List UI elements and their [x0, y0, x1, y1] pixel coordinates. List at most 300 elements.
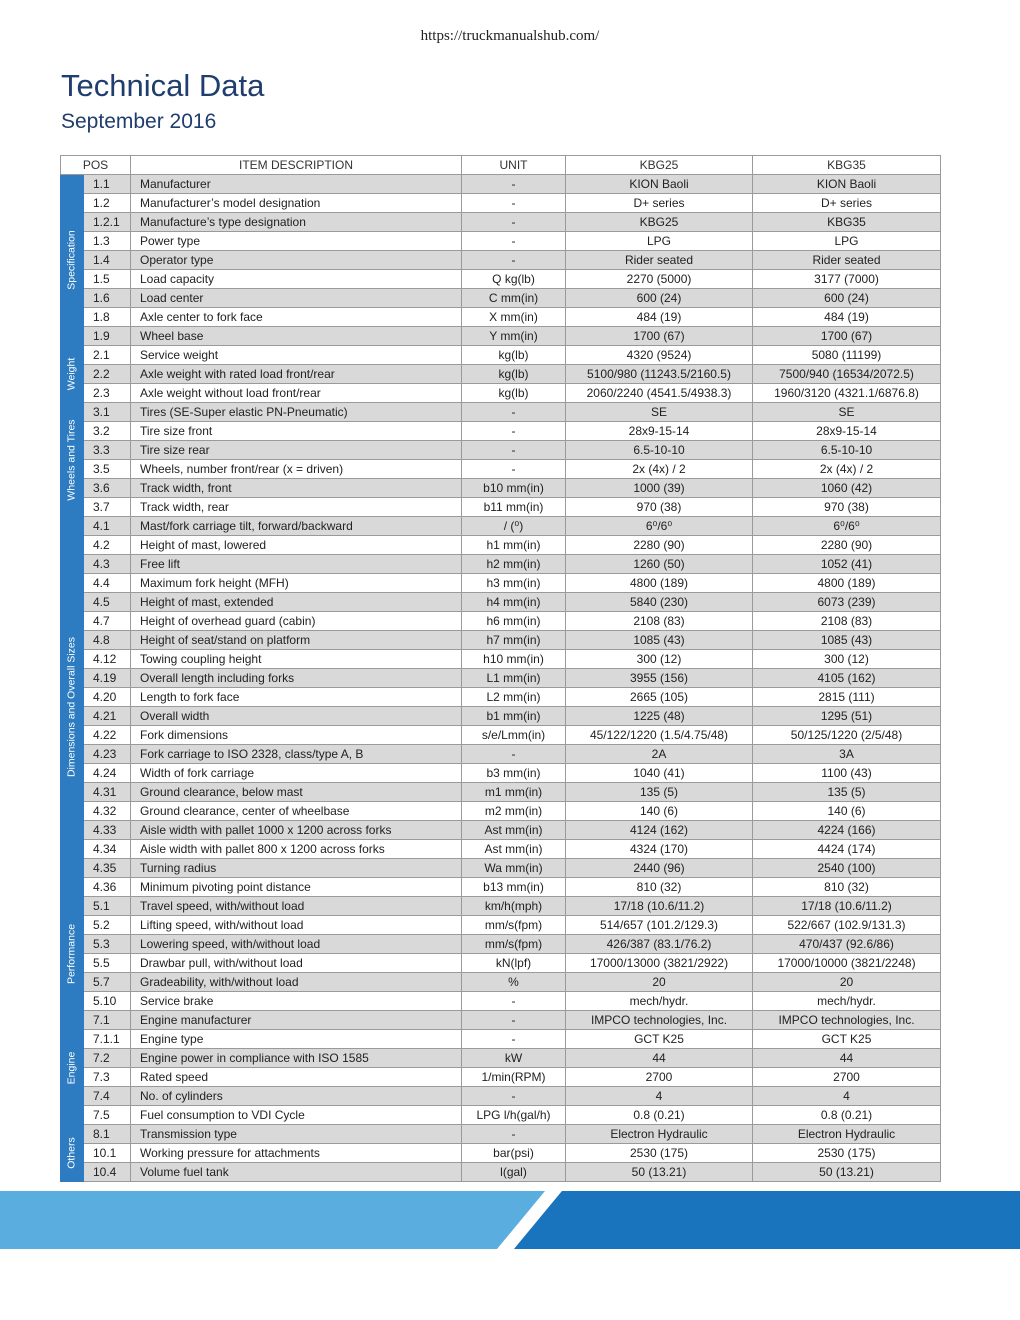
description-cell: Fork dimensions — [131, 726, 462, 745]
description-cell: Service brake — [131, 992, 462, 1011]
description-cell: Load center — [131, 289, 462, 308]
kbg25-value-cell: 140 (6) — [566, 802, 753, 821]
pos-cell: 3.1 — [84, 403, 131, 422]
pos-cell: 7.1 — [84, 1011, 131, 1030]
section-label: Wheels and Tires — [65, 418, 78, 501]
kbg35-value-cell: KION Baoli — [753, 175, 941, 194]
table-row — [61, 688, 941, 707]
kbg25-value-cell: 2440 (96) — [566, 859, 753, 878]
table-row — [61, 441, 941, 460]
table-row — [61, 517, 941, 536]
pos-cell: 4.5 — [84, 593, 131, 612]
table-row — [61, 802, 941, 821]
description-cell: Load capacity — [131, 270, 462, 289]
column-header-unit: UNIT — [462, 156, 566, 175]
kbg35-value-cell: 4105 (162) — [753, 669, 941, 688]
unit-cell: b3 mm(in) — [462, 764, 566, 783]
kbg35-value-cell: 6073 (239) — [753, 593, 941, 612]
kbg25-value-cell: 6.5-10-10 — [566, 441, 753, 460]
pos-cell: 4.22 — [84, 726, 131, 745]
description-cell: Lowering speed, with/without load — [131, 935, 462, 954]
kbg25-value-cell: 5100/980 (11243.5/2160.5) — [566, 365, 753, 384]
pos-cell: 4.36 — [84, 878, 131, 897]
pos-cell: 4.21 — [84, 707, 131, 726]
kbg35-value-cell: 1085 (43) — [753, 631, 941, 650]
description-cell: Travel speed, with/without load — [131, 897, 462, 916]
unit-cell: - — [462, 1011, 566, 1030]
pos-cell: 10.4 — [84, 1163, 131, 1182]
kbg35-value-cell: Rider seated — [753, 251, 941, 270]
table-row — [61, 1030, 941, 1049]
description-cell: Axle center to fork face — [131, 308, 462, 327]
unit-cell: - — [462, 175, 566, 194]
table-header-row — [61, 156, 941, 175]
description-cell: Axle weight with rated load front/rear — [131, 365, 462, 384]
kbg35-value-cell: 0.8 (0.21) — [753, 1106, 941, 1125]
kbg25-value-cell: 135 (5) — [566, 783, 753, 802]
kbg25-value-cell: 2x (4x) / 2 — [566, 460, 753, 479]
table-row — [61, 992, 941, 1011]
unit-cell: kN(lpf) — [462, 954, 566, 973]
pos-cell: 4.12 — [84, 650, 131, 669]
kbg25-value-cell: 17/18 (10.6/11.2) — [566, 897, 753, 916]
kbg35-value-cell: 1060 (42) — [753, 479, 941, 498]
table-row — [61, 954, 941, 973]
kbg25-value-cell: 5840 (230) — [566, 593, 753, 612]
table-row — [61, 384, 941, 403]
kbg25-value-cell: LPG — [566, 232, 753, 251]
kbg25-value-cell: 426/387 (83.1/76.2) — [566, 935, 753, 954]
kbg35-value-cell: 810 (32) — [753, 878, 941, 897]
kbg35-value-cell: 300 (12) — [753, 650, 941, 669]
kbg35-value-cell: 6⁰/6⁰ — [753, 517, 941, 536]
description-cell: Manufacture’s type designation — [131, 213, 462, 232]
description-cell: Volume fuel tank — [131, 1163, 462, 1182]
unit-cell: h6 mm(in) — [462, 612, 566, 631]
kbg35-value-cell: 50 (13.21) — [753, 1163, 941, 1182]
table-row — [61, 764, 941, 783]
table-row — [61, 859, 941, 878]
kbg35-value-cell: 1295 (51) — [753, 707, 941, 726]
kbg35-value-cell: 1700 (67) — [753, 327, 941, 346]
unit-cell: Q kg(lb) — [462, 270, 566, 289]
description-cell: Fork carriage to ISO 2328, class/type A, B — [131, 745, 462, 764]
table-row — [61, 251, 941, 270]
unit-cell: h3 mm(in) — [462, 574, 566, 593]
table-row — [61, 1087, 941, 1106]
section-label-cell — [61, 897, 84, 1011]
kbg35-value-cell: 4800 (189) — [753, 574, 941, 593]
kbg25-value-cell: 300 (12) — [566, 650, 753, 669]
kbg25-value-cell: 20 — [566, 973, 753, 992]
table-row — [61, 1144, 941, 1163]
kbg25-value-cell: Electron Hydraulic — [566, 1125, 753, 1144]
banner-dark-band — [514, 1191, 1020, 1249]
pos-cell: 4.31 — [84, 783, 131, 802]
unit-cell: - — [462, 403, 566, 422]
unit-cell: h4 mm(in) — [462, 593, 566, 612]
kbg25-value-cell: IMPCO technologies, Inc. — [566, 1011, 753, 1030]
description-cell: Engine power in compliance with ISO 1585 — [131, 1049, 462, 1068]
unit-cell: Y mm(in) — [462, 327, 566, 346]
description-cell: Ground clearance, below mast — [131, 783, 462, 802]
description-cell: Operator type — [131, 251, 462, 270]
table-row — [61, 1163, 941, 1182]
pos-cell: 4.23 — [84, 745, 131, 764]
pos-cell: 4.34 — [84, 840, 131, 859]
unit-cell: - — [462, 441, 566, 460]
section-label-cell — [61, 1011, 84, 1125]
pos-cell: 10.1 — [84, 1144, 131, 1163]
description-cell: Turning radius — [131, 859, 462, 878]
table-row — [61, 1011, 941, 1030]
pos-cell: 3.2 — [84, 422, 131, 441]
unit-cell: b13 mm(in) — [462, 878, 566, 897]
pos-cell: 3.6 — [84, 479, 131, 498]
pos-cell: 5.2 — [84, 916, 131, 935]
unit-cell: LPG l/h(gal/h) — [462, 1106, 566, 1125]
table-row — [61, 327, 941, 346]
pos-cell: 4.4 — [84, 574, 131, 593]
kbg25-value-cell: 1700 (67) — [566, 327, 753, 346]
kbg25-value-cell: 2700 — [566, 1068, 753, 1087]
page-title: Technical Data — [61, 68, 265, 103]
description-cell: Aisle width with pallet 1000 x 1200 across forks — [131, 821, 462, 840]
description-cell: Engine type — [131, 1030, 462, 1049]
kbg25-value-cell: D+ series — [566, 194, 753, 213]
description-cell: Minimum pivoting point distance — [131, 878, 462, 897]
table-row — [61, 840, 941, 859]
kbg35-value-cell: 484 (19) — [753, 308, 941, 327]
unit-cell: m2 mm(in) — [462, 802, 566, 821]
description-cell: Gradeability, with/without load — [131, 973, 462, 992]
description-cell: Maximum fork height (MFH) — [131, 574, 462, 593]
kbg35-value-cell: 4424 (174) — [753, 840, 941, 859]
pos-cell: 4.20 — [84, 688, 131, 707]
section-label: Weight — [65, 357, 78, 391]
kbg25-value-cell: 2270 (5000) — [566, 270, 753, 289]
table-row — [61, 745, 941, 764]
unit-cell: Ast mm(in) — [462, 821, 566, 840]
pos-cell: 7.5 — [84, 1106, 131, 1125]
column-header-kbg35: KBG35 — [753, 156, 941, 175]
description-cell: Tire size rear — [131, 441, 462, 460]
unit-cell: L1 mm(in) — [462, 669, 566, 688]
kbg35-value-cell: KBG35 — [753, 213, 941, 232]
kbg25-value-cell: 2530 (175) — [566, 1144, 753, 1163]
description-cell: Tires (SE-Super elastic PN-Pneumatic) — [131, 403, 462, 422]
unit-cell: kg(lb) — [462, 365, 566, 384]
unit-cell: km/h(mph) — [462, 897, 566, 916]
kbg35-value-cell: mech/hydr. — [753, 992, 941, 1011]
table-row — [61, 1106, 941, 1125]
description-cell: Rated speed — [131, 1068, 462, 1087]
section-label-cell — [61, 175, 84, 346]
table-row — [61, 669, 941, 688]
kbg35-value-cell: 470/437 (92.6/86) — [753, 935, 941, 954]
pos-cell: 4.7 — [84, 612, 131, 631]
kbg25-value-cell: 1040 (41) — [566, 764, 753, 783]
section-label-cell — [61, 1125, 84, 1182]
table-row — [61, 194, 941, 213]
description-cell: No. of cylinders — [131, 1087, 462, 1106]
kbg35-value-cell: 522/667 (102.9/131.3) — [753, 916, 941, 935]
pos-cell: 4.24 — [84, 764, 131, 783]
kbg25-value-cell: 4 — [566, 1087, 753, 1106]
kbg25-value-cell: 0.8 (0.21) — [566, 1106, 753, 1125]
description-cell: Height of mast, lowered — [131, 536, 462, 555]
kbg25-value-cell: 1000 (39) — [566, 479, 753, 498]
column-header-description: ITEM DESCRIPTION — [131, 156, 462, 175]
table-row — [61, 498, 941, 517]
unit-cell: - — [462, 232, 566, 251]
unit-cell: mm/s(fpm) — [462, 916, 566, 935]
description-cell: Free lift — [131, 555, 462, 574]
unit-cell: kg(lb) — [462, 346, 566, 365]
description-cell: Working pressure for attachments — [131, 1144, 462, 1163]
table-row — [61, 783, 941, 802]
description-cell: Height of overhead guard (cabin) — [131, 612, 462, 631]
table-row — [61, 897, 941, 916]
unit-cell: mm/s(fpm) — [462, 935, 566, 954]
kbg25-value-cell: 514/657 (101.2/129.3) — [566, 916, 753, 935]
kbg25-value-cell: 600 (24) — [566, 289, 753, 308]
description-cell: Manufacturer — [131, 175, 462, 194]
pos-cell: 3.7 — [84, 498, 131, 517]
kbg35-value-cell: 4224 (166) — [753, 821, 941, 840]
pos-cell: 4.2 — [84, 536, 131, 555]
section-label: Dimensions and Overall Sizes — [65, 636, 78, 777]
table-body — [61, 175, 941, 1182]
kbg25-value-cell: 3955 (156) — [566, 669, 753, 688]
kbg35-value-cell: D+ series — [753, 194, 941, 213]
pos-cell: 3.5 — [84, 460, 131, 479]
kbg35-value-cell: Electron Hydraulic — [753, 1125, 941, 1144]
unit-cell: - — [462, 422, 566, 441]
unit-cell: - — [462, 1087, 566, 1106]
description-cell: Track width, rear — [131, 498, 462, 517]
pos-cell: 1.5 — [84, 270, 131, 289]
kbg35-value-cell: 600 (24) — [753, 289, 941, 308]
kbg35-value-cell: 1100 (43) — [753, 764, 941, 783]
kbg35-value-cell: 140 (6) — [753, 802, 941, 821]
table-row — [61, 612, 941, 631]
description-cell: Overall width — [131, 707, 462, 726]
description-cell: Engine manufacturer — [131, 1011, 462, 1030]
kbg25-value-cell: 44 — [566, 1049, 753, 1068]
kbg25-value-cell: 28x9-15-14 — [566, 422, 753, 441]
description-cell: Ground clearance, center of wheelbase — [131, 802, 462, 821]
table-row — [61, 365, 941, 384]
table-row — [61, 1125, 941, 1144]
kbg25-value-cell: KION Baoli — [566, 175, 753, 194]
kbg25-value-cell: 2108 (83) — [566, 612, 753, 631]
pos-cell: 4.33 — [84, 821, 131, 840]
kbg35-value-cell: 970 (38) — [753, 498, 941, 517]
kbg25-value-cell: 1260 (50) — [566, 555, 753, 574]
table-row — [61, 1068, 941, 1087]
pos-cell: 3.3 — [84, 441, 131, 460]
unit-cell: - — [462, 1125, 566, 1144]
table-row — [61, 707, 941, 726]
table-row — [61, 308, 941, 327]
column-header-kbg25: KBG25 — [566, 156, 753, 175]
kbg35-value-cell: 4 — [753, 1087, 941, 1106]
kbg35-value-cell: 5080 (11199) — [753, 346, 941, 365]
description-cell: Fuel consumption to VDI Cycle — [131, 1106, 462, 1125]
table-row — [61, 973, 941, 992]
unit-cell: 1/min(RPM) — [462, 1068, 566, 1087]
description-cell: Power type — [131, 232, 462, 251]
unit-cell: / (⁰) — [462, 517, 566, 536]
unit-cell: h2 mm(in) — [462, 555, 566, 574]
description-cell: Wheel base — [131, 327, 462, 346]
kbg35-value-cell: 17/18 (10.6/11.2) — [753, 897, 941, 916]
description-cell: Height of mast, extended — [131, 593, 462, 612]
kbg35-value-cell: 2540 (100) — [753, 859, 941, 878]
description-cell: Tire size front — [131, 422, 462, 441]
description-cell: Overall length including forks — [131, 669, 462, 688]
pos-cell: 5.3 — [84, 935, 131, 954]
pos-cell: 5.7 — [84, 973, 131, 992]
kbg35-value-cell: 2700 — [753, 1068, 941, 1087]
kbg35-value-cell: 2815 (111) — [753, 688, 941, 707]
kbg25-value-cell: GCT K25 — [566, 1030, 753, 1049]
page-subtitle: September 2016 — [61, 110, 217, 133]
kbg35-value-cell: 50/125/1220 (2/5/48) — [753, 726, 941, 745]
description-cell: Lifting speed, with/without load — [131, 916, 462, 935]
pos-cell: 7.4 — [84, 1087, 131, 1106]
pos-cell: 7.3 — [84, 1068, 131, 1087]
unit-cell: - — [462, 213, 566, 232]
pos-cell: 4.35 — [84, 859, 131, 878]
table-row — [61, 821, 941, 840]
section-label-cell — [61, 517, 84, 897]
kbg35-value-cell: 6.5-10-10 — [753, 441, 941, 460]
kbg25-value-cell: 45/122/1220 (1.5/4.75/48) — [566, 726, 753, 745]
unit-cell: L2 mm(in) — [462, 688, 566, 707]
description-cell: Axle weight without load front/rear — [131, 384, 462, 403]
unit-cell: b11 mm(in) — [462, 498, 566, 517]
kbg35-value-cell: SE — [753, 403, 941, 422]
kbg35-value-cell: 44 — [753, 1049, 941, 1068]
pos-cell: 8.1 — [84, 1125, 131, 1144]
kbg25-value-cell: 2280 (90) — [566, 536, 753, 555]
kbg25-value-cell: 17000/13000 (3821/2922) — [566, 954, 753, 973]
unit-cell: h10 mm(in) — [462, 650, 566, 669]
kbg25-value-cell: 50 (13.21) — [566, 1163, 753, 1182]
kbg35-value-cell: 2530 (175) — [753, 1144, 941, 1163]
description-cell: Mast/fork carriage tilt, forward/backward — [131, 517, 462, 536]
unit-cell: C mm(in) — [462, 289, 566, 308]
kbg35-value-cell: 2x (4x) / 2 — [753, 460, 941, 479]
unit-cell: kW — [462, 1049, 566, 1068]
kbg35-value-cell: 1052 (41) — [753, 555, 941, 574]
kbg25-value-cell: 2665 (105) — [566, 688, 753, 707]
unit-cell: bar(psi) — [462, 1144, 566, 1163]
table-row — [61, 422, 941, 441]
pos-cell: 2.3 — [84, 384, 131, 403]
unit-cell: - — [462, 194, 566, 213]
table-row — [61, 555, 941, 574]
unit-cell: b1 mm(in) — [462, 707, 566, 726]
table-row — [61, 593, 941, 612]
kbg25-value-cell: 6⁰/6⁰ — [566, 517, 753, 536]
kbg35-value-cell: GCT K25 — [753, 1030, 941, 1049]
unit-cell: b10 mm(in) — [462, 479, 566, 498]
unit-cell: m1 mm(in) — [462, 783, 566, 802]
kbg25-value-cell: 4324 (170) — [566, 840, 753, 859]
kbg25-value-cell: 4124 (162) — [566, 821, 753, 840]
section-label: Specification — [65, 230, 78, 290]
description-cell: Aisle width with pallet 800 x 1200 across forks — [131, 840, 462, 859]
unit-cell: s/e/Lmm(in) — [462, 726, 566, 745]
kbg35-value-cell: 3A — [753, 745, 941, 764]
section-label: Engine — [65, 1051, 78, 1084]
table-row — [61, 213, 941, 232]
pos-cell: 1.4 — [84, 251, 131, 270]
kbg35-value-cell: 135 (5) — [753, 783, 941, 802]
unit-cell: X mm(in) — [462, 308, 566, 327]
section-label: Others — [65, 1137, 78, 1169]
table-row — [61, 916, 941, 935]
pos-cell: 7.1.1 — [84, 1030, 131, 1049]
pos-cell: 5.5 — [84, 954, 131, 973]
kbg25-value-cell: 484 (19) — [566, 308, 753, 327]
table-row — [61, 878, 941, 897]
description-cell: Track width, front — [131, 479, 462, 498]
unit-cell: h1 mm(in) — [462, 536, 566, 555]
section-label-cell — [61, 403, 84, 517]
unit-cell: Ast mm(in) — [462, 840, 566, 859]
pos-cell: 2.2 — [84, 365, 131, 384]
kbg35-value-cell: 7500/940 (16534/2072.5) — [753, 365, 941, 384]
kbg25-value-cell: 4320 (9524) — [566, 346, 753, 365]
kbg35-value-cell: 17000/10000 (3821/2248) — [753, 954, 941, 973]
footer-banner — [0, 1191, 1020, 1249]
table-row — [61, 726, 941, 745]
kbg35-value-cell: LPG — [753, 232, 941, 251]
table-row — [61, 460, 941, 479]
description-cell: Transmission type — [131, 1125, 462, 1144]
table-row — [61, 574, 941, 593]
description-cell: Manufacturer’s model designation — [131, 194, 462, 213]
table-row — [61, 232, 941, 251]
section-label-cell — [61, 346, 84, 403]
pos-cell: 4.3 — [84, 555, 131, 574]
section-label: Performance — [65, 923, 78, 984]
table-row — [61, 650, 941, 669]
kbg25-value-cell: SE — [566, 403, 753, 422]
kbg35-value-cell: IMPCO technologies, Inc. — [753, 1011, 941, 1030]
pos-cell: 1.2 — [84, 194, 131, 213]
unit-cell: - — [462, 251, 566, 270]
unit-cell: - — [462, 1030, 566, 1049]
kbg25-value-cell: 2A — [566, 745, 753, 764]
unit-cell: - — [462, 745, 566, 764]
unit-cell: - — [462, 460, 566, 479]
table-row — [61, 1049, 941, 1068]
table-row — [61, 479, 941, 498]
kbg25-value-cell: mech/hydr. — [566, 992, 753, 1011]
pos-cell: 4.19 — [84, 669, 131, 688]
source-url[interactable]: https://truckmanualshub.com/ — [420, 28, 600, 44]
unit-cell: h7 mm(in) — [462, 631, 566, 650]
pos-cell: 4.1 — [84, 517, 131, 536]
table-row — [61, 403, 941, 422]
description-cell: Wheels, number front/rear (x = driven) — [131, 460, 462, 479]
table-row — [61, 289, 941, 308]
